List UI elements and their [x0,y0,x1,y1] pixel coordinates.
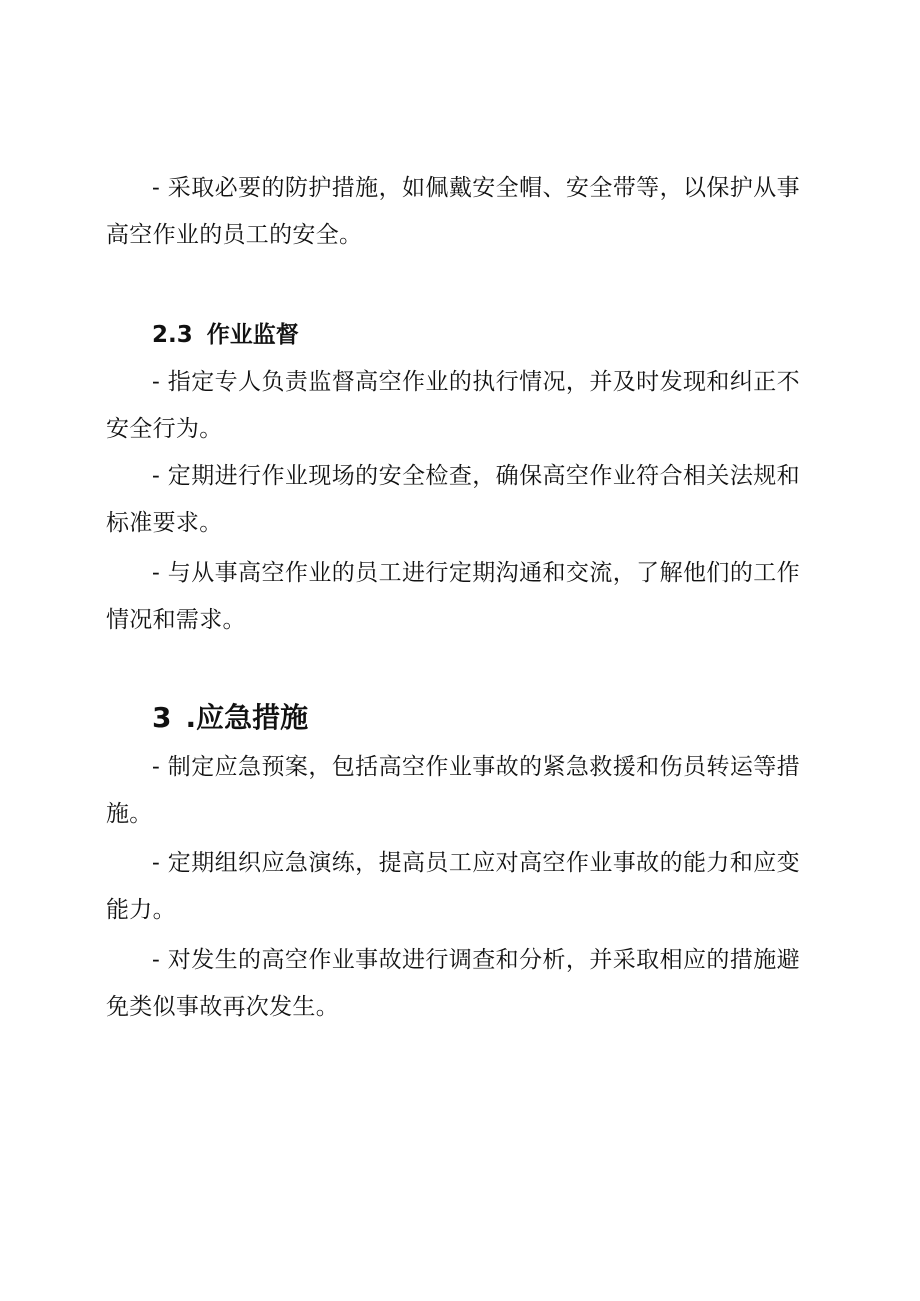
paragraph-supervision-3: - 与从事高空作业的员工进行定期沟通和交流，了解他们的工作情况和需求。 [106,560,800,633]
heading-2-3 [152,320,299,350]
paragraph-emergency-3: - 对发生的高空作业事故进行调查和分析，并采取相应的措施避免类似事故再次发生。 [106,947,800,1020]
paragraph-emergency-2: - 定期组织应急演练，提高员工应对高空作业事故的能力和应变能力。 [106,850,800,923]
paragraph-supervision-1: - 指定专人负责监督高空作业的执行情况，并及时发现和纠正不安全行为。 [106,369,800,442]
heading-title: .应急措施 [185,701,309,734]
heading-3 [152,700,308,736]
heading-number: 3 [152,701,172,734]
paragraph-supervision-2: - 定期进行作业现场的安全检查，确保高空作业符合相关法规和标准要求。 [106,463,800,536]
heading-number: 2.3 [152,322,193,348]
paragraph-protective-measures: - 采取必要的防护措施，如佩戴安全帽、安全带等，以保护从事高空作业的员工的安全。 [106,175,800,248]
heading-title: 作业监督 [206,322,299,348]
paragraph-emergency-1: - 制定应急预案，包括高空作业事故的紧急救援和伤员转运等措施。 [106,754,800,827]
